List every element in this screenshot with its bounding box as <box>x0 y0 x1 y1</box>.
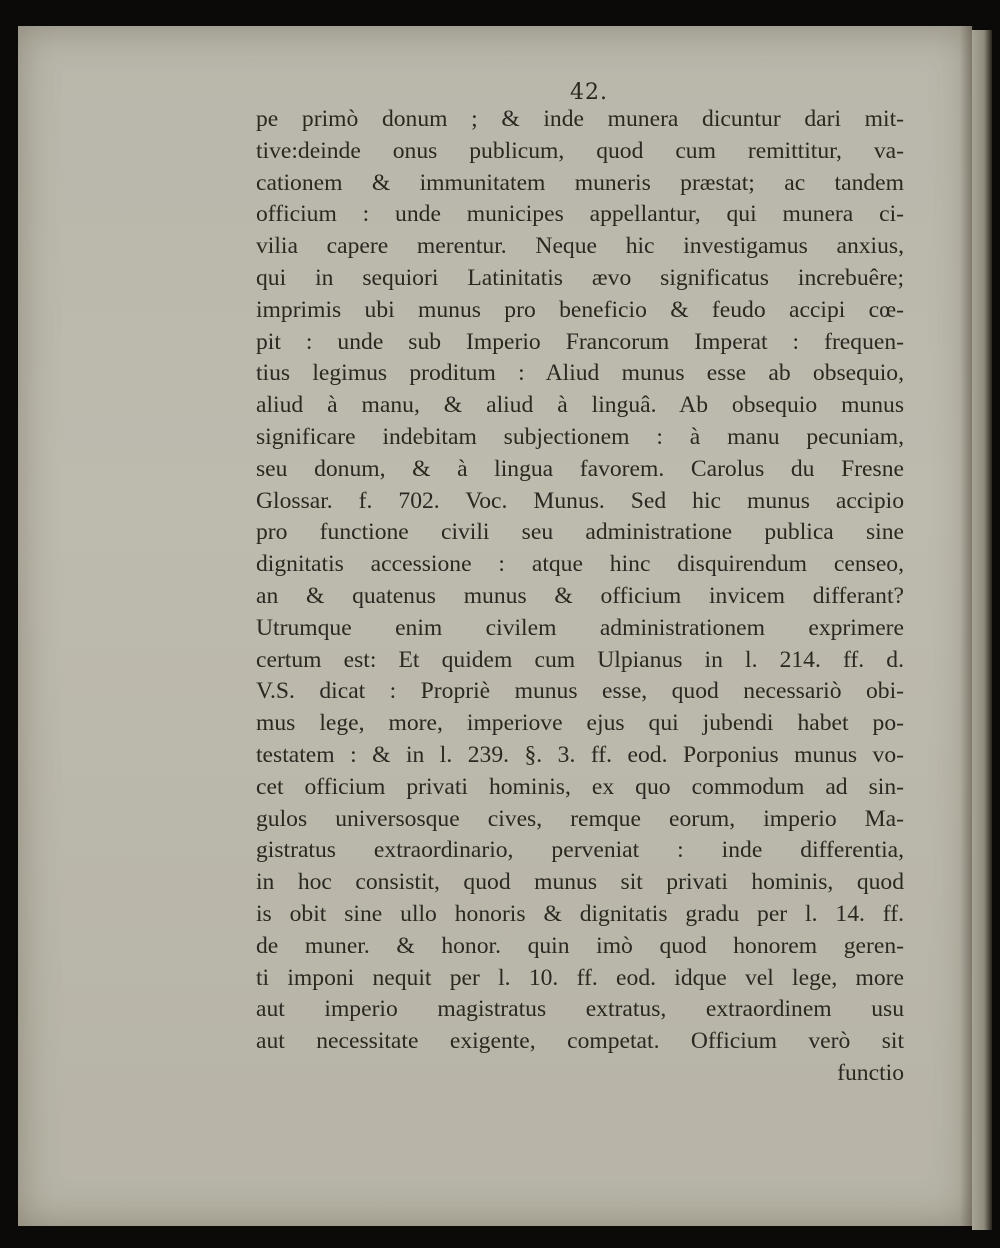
text-line: ti imponi nequit per l. 10. ff. eod. idque vel lege, more <box>256 964 904 991</box>
text-line: officium : unde municipes appellantur, qui munera ci- <box>256 201 904 228</box>
text-line: significare indebitam subjectionem : à manu pecuniam, <box>256 423 904 450</box>
text-line: pit : unde sub Imperio Francorum Imperat : frequen- <box>256 328 904 355</box>
text-line: dignitatis accessione : atque hinc disquirendum censeo, <box>256 551 904 578</box>
next-page-edge <box>972 30 992 1230</box>
text-line: cationem & immunitatem muneris præstat; ac tandem <box>256 169 904 196</box>
text-line: testatem : & in l. 239. §. 3. ff. eod. Porponius munus vo- <box>256 741 904 768</box>
text-line: aut imperio magistratus extratus, extraordinem usu <box>256 996 904 1023</box>
text-line: cet officium privati hominis, ex quo commodum ad sin- <box>256 773 904 800</box>
text-line: seu donum, & à lingua favorem. Carolus du Fresne <box>256 455 904 482</box>
text-line: an & quatenus munus & officium invicem differant? <box>256 582 904 609</box>
catchword: functio <box>837 1059 904 1086</box>
text-line: pro functione civili seu administratione publica sine <box>256 519 904 546</box>
text-line: vilia capere merentur. Neque hic investigamus anxius, <box>256 233 904 260</box>
text-line: tius legimus proditum : Aliud munus esse ab obsequio, <box>256 360 904 387</box>
text-line: in hoc consistit, quod munus sit privati hominis, quod <box>256 869 904 896</box>
text-line: mus lege, more, imperiove ejus qui jubendi habet po- <box>256 710 904 737</box>
text-line: de muner. & honor. quin imò quod honorem geren- <box>256 932 904 959</box>
text-line: Utrumque enim civilem administrationem exprimere <box>256 614 904 641</box>
text-line: Glossar. f. 702. Voc. Munus. Sed hic munus accipio <box>256 487 904 514</box>
text-line: is obit sine ullo honoris & dignitatis gradu per l. 14. ff. <box>256 900 904 927</box>
text-line: gulos universosque cives, remque eorum, imperio Ma- <box>256 805 904 832</box>
text-line: gistratus extraordinario, perveniat : inde differentia, <box>256 837 904 864</box>
text-line: aut necessitate exigente, competat. Officium verò sit <box>256 1028 904 1055</box>
text-line: V.S. dicat : Propriè munus esse, quod necessariò obi- <box>256 678 904 705</box>
text-line: imprimis ubi munus pro beneficio & feudo accipi cœ- <box>256 296 904 323</box>
text-line: qui in sequiori Latinitatis ævo significatus increbuêre; <box>256 264 904 291</box>
text-line: aliud à manu, & aliud à linguâ. Ab obsequio munus <box>256 392 904 419</box>
text-line: tive:deinde onus publicum, quod cum remittitur, va- <box>256 137 904 164</box>
text-line: certum est: Et quidem cum Ulpianus in l. 214. ff. d. <box>256 646 904 673</box>
body-text <box>256 104 904 1090</box>
text-line: pe primò donum ; & inde munera dicuntur dari mit- <box>256 106 904 132</box>
page-number: 42. <box>570 80 608 105</box>
